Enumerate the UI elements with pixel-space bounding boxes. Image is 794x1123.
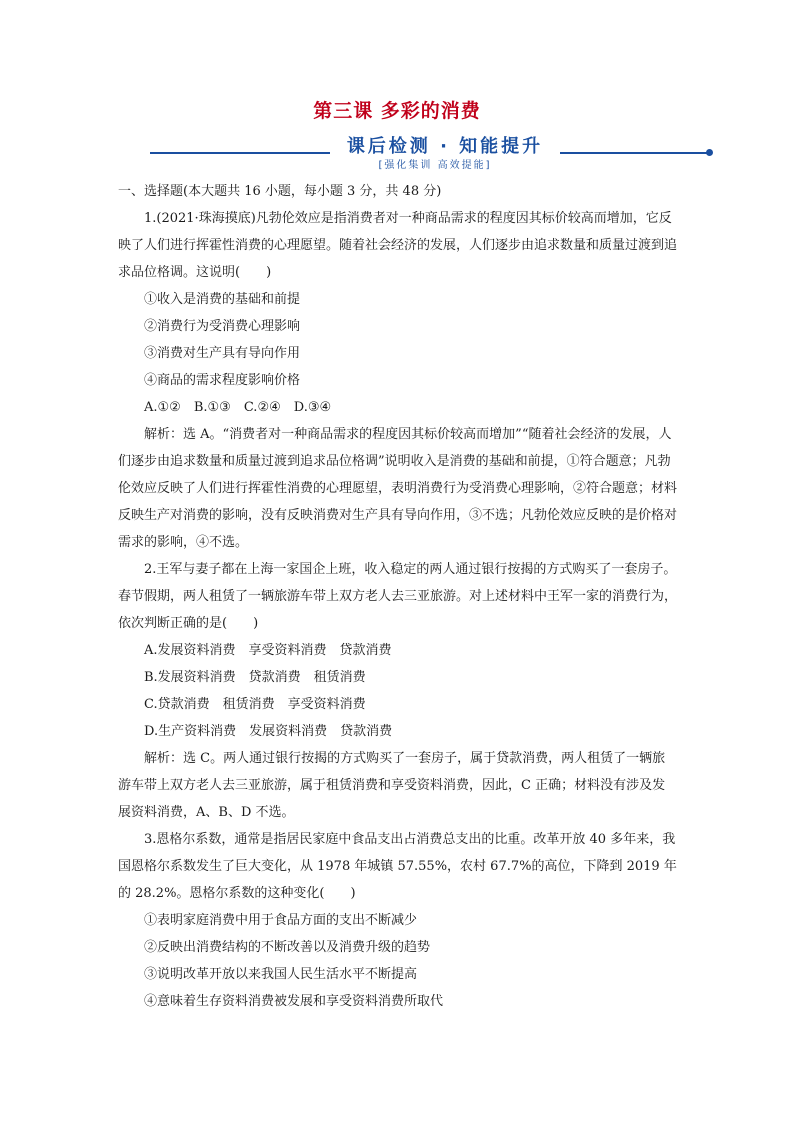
question-3-stem: 3.恩格尔系数，通常是指居民家庭中食品支出占消费总支出的比重。改革开放 40 多年来，我国恩格尔系数发生了巨大变化，从 1978 年城镇 57.55%，农村 67.7%的高位，下降到 2019 年的 28.2%。恩格尔系数的这种变化( ): [118, 832, 677, 901]
banner-heading: 课后检测 · 知能提升: [330, 132, 560, 158]
question-2-stem: 2.王军与妻子都在上海一家国企上班，收入稳定的两人通过银行按揭的方式购买了一套房子。春节假期，两人租赁了一辆旅游车带上双方老人去三亚旅游。对上述材料中王军一家的消费行为，依次判断正确的是( ): [118, 562, 678, 631]
question-3-option: ②反映出消费结构的不断改善以及消费升级的趋势: [144, 940, 431, 955]
banner-dot-icon: [706, 149, 713, 156]
question-3-option: ①表明家庭消费中用于食品方面的支出不断减少: [144, 913, 418, 928]
question-1-option: ①收入是消费的基础和前提: [144, 292, 301, 307]
question-2-option: B.发展资料消费 贷款消费 租赁消费: [144, 670, 366, 685]
question-2-option: A.发展资料消费 享受资料消费 贷款消费: [144, 643, 392, 658]
question-1-option: ③消费对生产具有导向作用: [144, 346, 301, 361]
question-2-option: D.生产资料消费 发展资料消费 贷款消费: [144, 724, 393, 739]
question-1-option: ④商品的需求程度影响价格: [144, 373, 301, 388]
question-3-option: ③说明改革开放以来我国人民生活水平不断提高: [144, 967, 418, 982]
question-1-answers: A.①② B.①③ C.②④ D.③④: [144, 400, 332, 415]
question-2-option: C.贷款消费 租赁消费 享受资料消费: [144, 697, 366, 712]
question-2-analysis: 解析：选 C。两人通过银行按揭的方式购买了一套房子，属于贷款消费，两人租赁了一辆旅游车带上双方老人去三亚旅游，属于租赁消费和享受资料消费，因此，C 正确；材料没有涉及发展资料消费，A、B、D 不选。: [118, 751, 666, 820]
banner-tag: [强化集训 高效提能]: [378, 160, 492, 171]
lesson-title: 第三课 多彩的消费: [313, 100, 481, 122]
question-1-option: ②消费行为受消费心理影响: [144, 319, 301, 334]
question-3-option: ④意味着生存资料消费被发展和享受资料消费所取代: [144, 994, 444, 1009]
question-1-analysis: 解析：选 A。“消费者对一种商品需求的程度因其标价较高而增加”“随着社会经济的发展，人们逐步由追求数量和质量过渡到追求品位格调”说明收入是消费的基础和前提，①符合题意；凡勃伦效应反映了人们进行挥霍性消费的心理愿望，表明消费行为受消费心理影响，②符合题意；材料反映生产对消费的影响，没有反映消费对生产具有导向作用，③不选；凡勃伦效应反映的是价格对需求的影响，④不选。: [118, 427, 678, 550]
content-body: [118, 178, 678, 1015]
section-heading: 一、选择题(本大题共 16 小题，每小题 3 分，共 48 分): [118, 184, 442, 199]
section-banner: [150, 132, 710, 172]
question-1-stem: 1.(2021·珠海摸底)凡勃伦效应是指消费者对一种商品需求的程度因其标价较高而增加，它反映了人们进行挥霍性消费的心理愿望。随着社会经济的发展，人们逐步由追求数量和质量过渡到追求品位格调。这说明( ): [118, 211, 678, 280]
